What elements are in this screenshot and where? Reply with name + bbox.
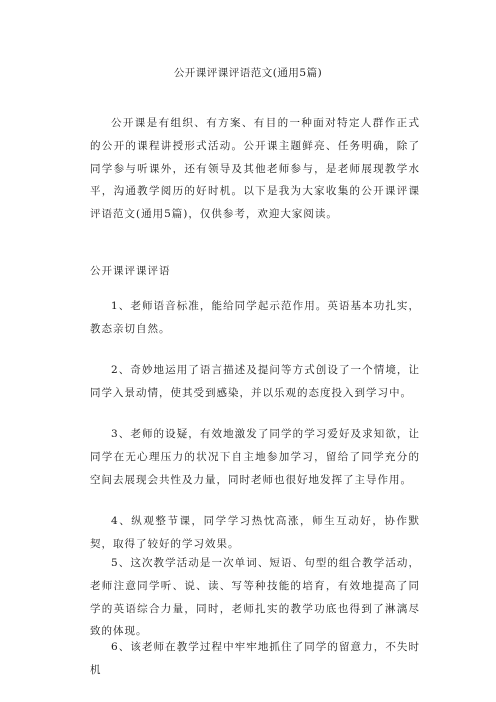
comment-paragraph-4: 4、纵观整节课，同学学习热忱高涨，师生互动好，协作默契，取得了较好的学习效果。 (90, 515, 420, 550)
comment-paragraph-5: 5、这次教学活动是一次单词、短语、句型的组合教学活动，老师注意同学听、说、读、写等种技能的培育，有效地提高了同学的英语综合力量，同时，老师扎实的教学功底也得到了淋漓尽致的体现。 (90, 557, 420, 638)
comment-paragraph-2: 2、奇妙地运用了语言描述及提问等方式创设了一个情境，让同学入景动情，使其受到感染，并以乐观的态度投入到学习中。 (90, 364, 420, 399)
document-title: 公开课评课评语范文(通用5篇) (173, 67, 323, 79)
comment-paragraph-1: 1、老师语音标准，能给同学起示范作用。英语基本功扎实，教态亲切自然。 (90, 300, 420, 335)
comment-paragraph-3: 3、老师的设疑，有效地激发了同学的学习爱好及求知欲，让同学在无心理压力的状况下自主地参加学习，留给了同学充分的空间去展现会共性及力量，同时老师也很好地发挥了主导作用。 (90, 428, 420, 486)
comment-paragraph-6: 6、该老师在教学过程中牢牢地抓住了同学的留意力，不失时机 (90, 641, 420, 676)
intro-paragraph: 公开课是有组织、有方案、有目的一种面对特定人群作正式的公开的课程讲授形式活动。公开课主题鲜亮、任务明确，除了同学参与听课外，还有领导及其他老师参与，是老师展现教学水平，沟通教学阅历的好时机。以下是我为大家收集的公开课评课评语范文(通用5篇)，仅供参考，欢迎大家阅读。 (90, 117, 420, 221)
section-heading: 公开课评课评语 (90, 265, 171, 277)
